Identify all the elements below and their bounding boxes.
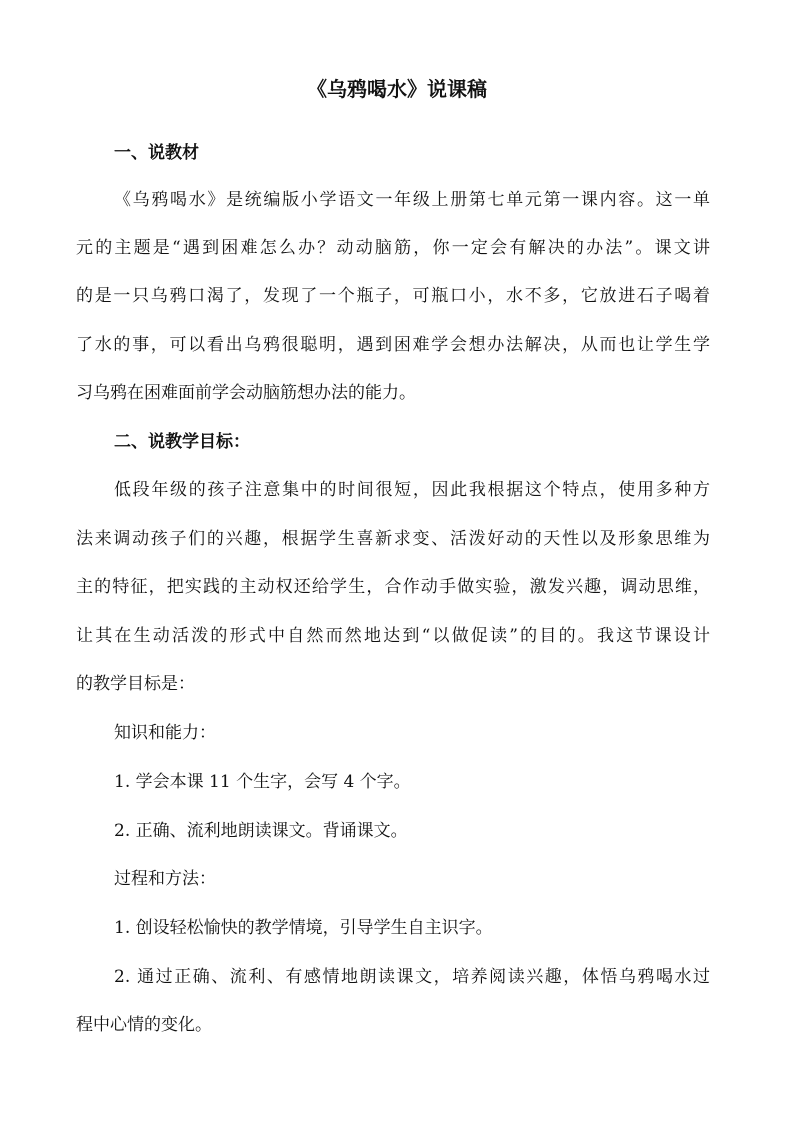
paragraph-line: 法来调动孩子们的兴趣，根据学生喜新求变、活泼好动的天性以及形象思维为	[76, 529, 710, 549]
paragraph-line: 了水的事，可以看出乌鸦很聪明，遇到困难学会想办法解决，从而也让学生学	[76, 335, 710, 355]
paragraph-line: 的教学目标是：	[76, 674, 195, 694]
document-title: 《乌鸦喝水》说课稿	[307, 77, 487, 101]
list-item: 1. 学会本课 11 个生字，会写 4 个字。	[114, 772, 411, 792]
paragraph-line: 元的主题是“遇到困难怎么办？动动脑筋，你一定会有解决的办法”。课文讲	[76, 238, 710, 258]
section-heading-objectives: 二、说教学目标：	[114, 432, 250, 452]
paragraph-line: 低段年级的孩子注意集中的时间很短，因此我根据这个特点，使用多种方	[114, 480, 710, 500]
list-item-continuation: 程中心情的变化。	[76, 1015, 212, 1035]
section-heading-materials: 一、说教材	[114, 143, 199, 163]
paragraph-line: 的是一只乌鸦口渴了，发现了一个瓶子，可瓶口小，水不多，它放进石子喝着	[76, 286, 710, 306]
paragraph-line: 《乌鸦喝水》是统编版小学语文一年级上册第七单元第一课内容。这一单	[114, 190, 710, 210]
subsection-label-process: 过程和方法：	[114, 869, 216, 889]
subsection-label-knowledge: 知识和能力：	[114, 723, 216, 743]
list-item: 2. 正确、流利地朗读课文。背诵课文。	[114, 821, 408, 841]
paragraph-line: 主的特征，把实践的主动权还给学生，合作动手做实验，激发兴趣，调动思维，	[76, 577, 710, 597]
paragraph-line: 让其在生动活泼的形式中自然而然地达到“以做促读”的目的。我这节课设计	[76, 626, 710, 646]
paragraph-line: 习乌鸦在困难面前学会动脑筋想办法的能力。	[76, 383, 416, 403]
list-item: 2. 通过正确、流利、有感情地朗读课文，培养阅读兴趣，体悟乌鸦喝水过	[114, 967, 710, 987]
list-item: 1. 创设轻松愉快的教学情境，引导学生自主识字。	[114, 918, 493, 938]
